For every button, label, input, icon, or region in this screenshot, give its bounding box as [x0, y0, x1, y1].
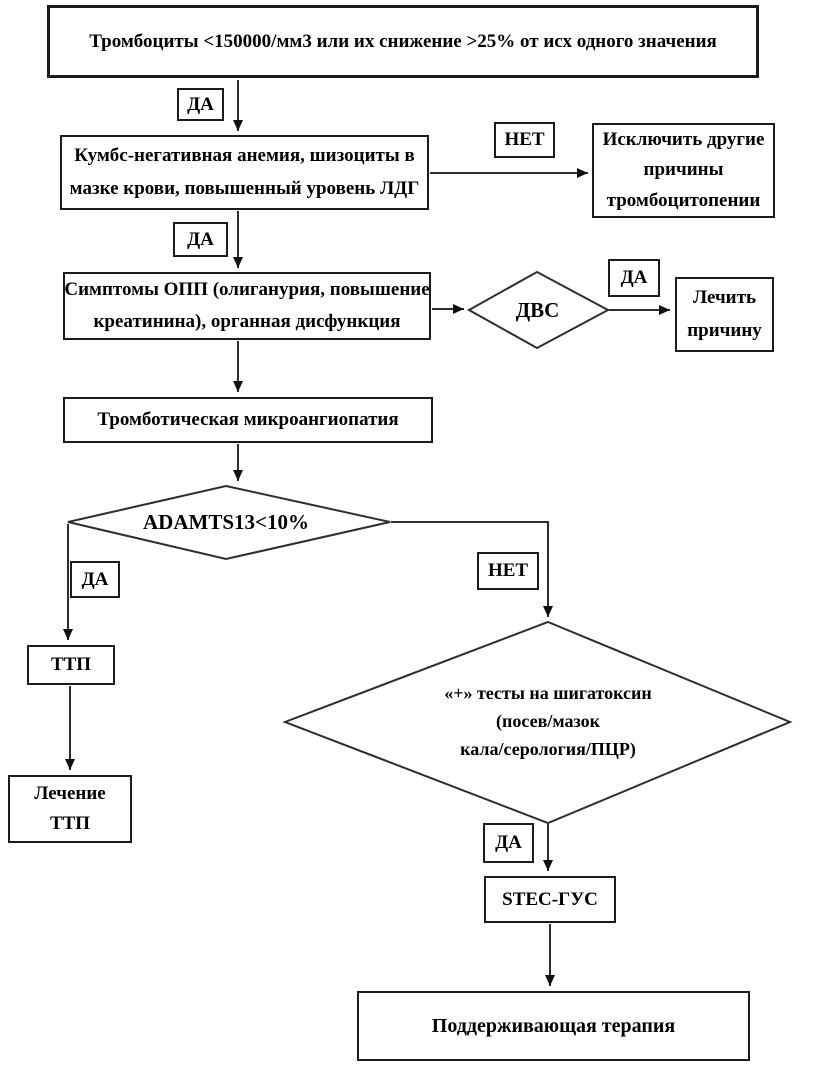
node-aki-line1: Симптомы ОПП (олиганурия, повышение — [64, 278, 430, 300]
node-coombs-line2: мазке крови, повышенный уровень ЛДГ — [69, 177, 420, 199]
diamond-dvs-label — [480, 296, 595, 324]
node-treat-cause-line2: причину — [687, 319, 762, 341]
diamond-shiga-tests-label — [418, 678, 678, 766]
diamond-shiga-line3: кала/серология/ПЦР) — [460, 738, 636, 759]
edge-label-no-coombs-text: НЕТ — [504, 129, 545, 150]
node-exclude-other-causes — [592, 123, 775, 218]
node-exclude-line2: причины — [643, 159, 724, 181]
edge-label-yes-shiga-text: ДА — [495, 832, 522, 853]
node-exclude-line3: тромбоцитопении — [606, 189, 761, 211]
node-treat-cause-line1: Лечить — [692, 287, 757, 309]
edge-label-yes-dvs — [608, 259, 660, 297]
edge-label-yes-coombs-text: ДА — [187, 228, 214, 250]
node-platelets — [47, 5, 759, 78]
node-tma-text: Тромботическая микроангиопатия — [97, 409, 399, 430]
edge-label-no-adamts-text: НЕТ — [487, 560, 529, 581]
node-exclude-line1: Исключить другие — [602, 128, 765, 150]
node-aki-symptoms — [63, 272, 431, 340]
node-stec-hus-text: STEC-ГУС — [502, 888, 598, 910]
node-ttp-treatment-line2: ТТП — [49, 813, 91, 834]
edge-label-yes-coombs — [173, 222, 228, 257]
node-coombs-line1: Кумбс-негативная анемия, шизоциты в — [74, 145, 415, 167]
node-platelets-text: Тромбоциты <150000/мм3 или их снижение >25% от исх одного значения — [89, 30, 717, 52]
edge-label-yes-platelets — [177, 88, 224, 121]
diamond-shiga-line1: «+» тесты на шигатоксин — [444, 683, 652, 704]
diamond-shiga-line2: (посев/мазок — [496, 711, 600, 732]
edge-label-yes-shiga — [483, 823, 534, 863]
edge-label-no-coombs — [494, 122, 555, 158]
node-coombs — [60, 135, 429, 210]
edge-label-yes-adamts — [70, 561, 120, 598]
node-tma — [63, 397, 433, 443]
diamond-dvs-text: ДВС — [515, 297, 560, 322]
node-ttp-text: ТТП — [50, 654, 92, 675]
edge-label-yes-platelets-text: ДА — [187, 93, 214, 115]
edge-label-yes-dvs-text: ДА — [620, 267, 648, 288]
node-ttp-treatment — [8, 775, 132, 843]
node-supportive-therapy-text: Поддерживающая терапия — [431, 1014, 676, 1037]
node-treat-cause — [675, 277, 774, 352]
node-aki-line2: креатинина), органная дисфункция — [93, 311, 401, 332]
node-supportive-therapy — [357, 991, 750, 1061]
edge-label-no-adamts — [477, 552, 539, 590]
node-ttp — [27, 645, 115, 685]
node-ttp-treatment-line1: Лечение — [34, 782, 106, 804]
node-stec-hus — [484, 876, 616, 923]
diamond-adamts-label — [106, 508, 346, 536]
diamond-adamts-text: ADAMTS13<10% — [143, 509, 309, 534]
edge-label-yes-adamts-text: ДА — [81, 568, 109, 590]
